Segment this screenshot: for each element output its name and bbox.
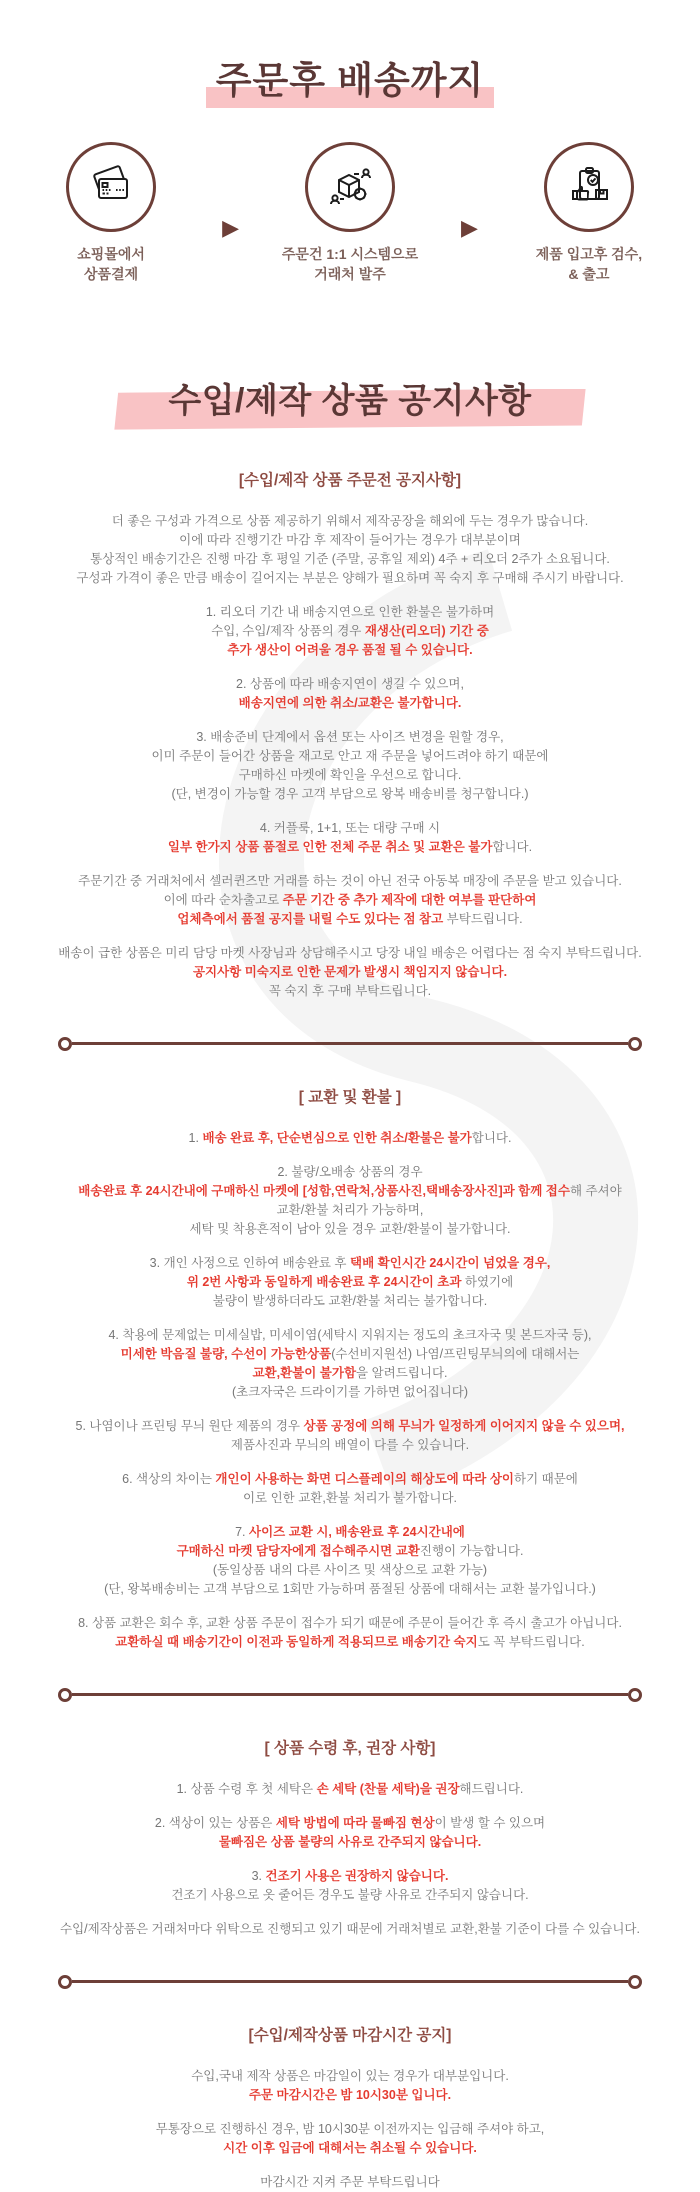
alert-text: 주문 기간 중 추가 제작에 대한 여부를 판단하여 — [282, 892, 537, 907]
text-line — [22, 982, 678, 1001]
text-line — [22, 1220, 678, 1239]
body-text: 을 알려드립니다. — [356, 1365, 448, 1380]
text-line — [22, 512, 678, 531]
alert-text: 교환,환불이 불가함 — [252, 1365, 357, 1380]
text-line — [22, 622, 678, 641]
body-text: 해 주셔야 — [569, 1183, 622, 1198]
text-line — [22, 2067, 678, 2086]
alert-text: 상품 공정에 의해 무늬가 일정하게 이어지지 않을 수 있으며, — [303, 1418, 625, 1433]
text-line — [22, 1542, 678, 1561]
step-circle — [544, 142, 634, 232]
step-circle — [66, 142, 156, 232]
arrow-right-icon: ▶ — [461, 215, 478, 241]
paragraph — [22, 1614, 678, 1652]
alert-text: 사이즈 교환 시, 배송완료 후 24시간내에 — [249, 1524, 465, 1539]
body-text: 더 좋은 구성과 가격으로 상품 제공하기 위해서 제작공장을 해외에 두는 경우가 많습니다. — [111, 513, 589, 528]
body-text: 이 발생 할 수 있으며 — [434, 1815, 546, 1830]
body-text: 5. 나염이나 프린팅 무늬 원단 제품의 경우 — [75, 1418, 304, 1433]
paragraph — [22, 2173, 678, 2192]
body-text: 합니다. — [471, 1130, 512, 1145]
alert-text: 배송완료 후 24시간내에 구매하신 마켓에 [성함,연락처,상품사진,택배송장사진]과 함께 접수 — [78, 1183, 570, 1198]
text-line — [22, 603, 678, 622]
body-text: 2. 불량/오배송 상품의 경우 — [277, 1164, 423, 1179]
body-text: (단, 왕복배송비는 고객 부담으로 1회만 가능하며 품절된 상품에 대해서는 교환 불가입니다.) — [104, 1581, 596, 1596]
step-payment — [26, 142, 196, 285]
page-title: 주문후 배송까지 — [206, 50, 494, 108]
paragraph — [22, 819, 678, 857]
text-line — [22, 1417, 678, 1436]
alert-text: 재생산(리오더) 기간 중 — [364, 623, 489, 638]
divider-line — [72, 1980, 628, 1983]
text-line — [22, 675, 678, 694]
alert-text: 위 2번 사항과 동일하게 배송완료 후 24시간이 초과 — [186, 1274, 462, 1289]
notice-sections — [0, 468, 700, 2192]
section-divider — [58, 1037, 642, 1051]
card-payment-icon — [87, 163, 135, 211]
body-text: 제품사진과 무늬의 배열이 다를 수 있습니다. — [230, 1437, 470, 1452]
text-line — [22, 766, 678, 785]
text-line — [22, 1292, 678, 1311]
section-heading: [수입/제작 상품 주문전 공지사항] — [238, 471, 462, 489]
body-text: 2. 색상이 있는 상품은 — [154, 1815, 276, 1830]
divider-end-ring — [58, 1688, 72, 1702]
paragraph — [22, 1326, 678, 1402]
body-text: 건조기 사용으로 옷 줄어든 경우도 불량 사유로 간주되지 않습니다. — [171, 1887, 529, 1902]
paragraph — [22, 1470, 678, 1508]
body-text: 수입,국내 제작 상품은 마감일이 있는 경우가 대부분입니다. — [191, 2068, 509, 2083]
process-steps — [0, 142, 700, 285]
text-line — [22, 785, 678, 804]
text-line — [22, 1523, 678, 1542]
body-text: 3. 개인 사정으로 인하여 배송완료 후 — [149, 1255, 350, 1270]
body-text: 4. 착용에 문제없는 미세실밥, 미세이염(세탁시 지워지는 정도의 초크자국 및 본드자국 등), — [108, 1327, 592, 1342]
alert-text: 공지사항 미숙지로 인한 문제가 발생시 책임지지 않습니다. — [192, 964, 508, 979]
alert-text: 미세한 박음질 불량, 수선이 가능한상품 — [120, 1346, 332, 1361]
paragraph — [22, 1780, 678, 1799]
alert-text: 업체측에서 품절 공지를 내릴 수도 있다는 점 참고 — [177, 911, 444, 926]
section-divider — [58, 1688, 642, 1702]
body-text: 3. — [251, 1868, 266, 1883]
alert-text: 시간 이후 입금에 대해서는 취소될 수 있습니다. — [223, 2140, 477, 2155]
body-text: 부탁드립니다. — [443, 911, 523, 926]
text-line — [22, 1633, 678, 1652]
text-line — [22, 963, 678, 982]
alert-text: 추가 생산이 어려울 경우 품절 될 수 있습니다. — [227, 642, 473, 657]
divider-end-ring — [628, 1037, 642, 1051]
body-text: 이에 따라 진행기간 마감 후 제작이 들어가는 경우가 대부분이며 — [179, 532, 521, 547]
text-line — [22, 1580, 678, 1599]
divider-end-ring — [58, 1975, 72, 1989]
section-divider — [58, 1975, 642, 1989]
body-text: (초크자국은 드라이기를 가하면 없어집니다) — [231, 1384, 469, 1399]
body-text: 교환/환불 처리가 가능하며, — [276, 1202, 424, 1217]
divider-end-ring — [628, 1975, 642, 1989]
body-text: 8. 상품 교환은 회수 후, 교환 상품 주문이 접수가 되기 때문에 주문이 들어간 후 즉시 출고가 아닙니다. — [78, 1615, 622, 1630]
body-text: 배송이 급한 상품은 미리 담당 마켓 사장님과 상담해주시고 당장 내일 배송은 어렵다는 점 숙지 부탁드립니다. — [58, 945, 642, 960]
body-text: (동일상품 내의 다른 사이즈 및 색상으로 교환 가능) — [212, 1562, 488, 1577]
body-text: 마감시간 지켜 주문 부탁드립니다 — [260, 2174, 440, 2189]
text-line — [22, 641, 678, 660]
body-text: 1. 상품 수령 후 첫 세탁은 — [176, 1781, 317, 1796]
text-line — [22, 550, 678, 569]
body-text: 구성과 가격이 좋은 만큼 배송이 길어지는 부분은 양해가 필요하며 꼭 숙지 후 구매해 주시기 바랍니다. — [76, 570, 624, 585]
alert-text: 세탁 방법에 따라 물빠짐 현상 — [275, 1815, 435, 1830]
body-text: 1. — [188, 1130, 203, 1145]
text-line — [22, 1182, 678, 1201]
text-line — [22, 531, 678, 550]
arrow-right-icon: ▶ — [222, 215, 239, 241]
paragraph — [22, 872, 678, 929]
paragraph — [22, 2120, 678, 2158]
text-line — [22, 569, 678, 588]
body-text: 3. 배송준비 단계에서 옵션 또는 사이즈 변경을 원할 경우, — [196, 729, 504, 744]
text-line — [22, 1326, 678, 1345]
step-label: 쇼핑몰에서 상품결제 — [77, 246, 145, 283]
body-text: 하였기에 — [461, 1274, 514, 1289]
body-text: 이로 인한 교환,환불 처리가 불가합니다. — [242, 1490, 458, 1505]
paragraph — [22, 1867, 678, 1905]
paragraph — [22, 512, 678, 588]
text-line — [22, 1273, 678, 1292]
paragraph — [22, 2067, 678, 2105]
body-text: 이에 따라 순차출고로 — [163, 892, 283, 907]
body-text: 무통장으로 진행하신 경우, 밤 10시30분 이전까지는 입금해 주셔야 하고, — [155, 2121, 545, 2136]
section-heading: [ 상품 수령 후, 권장 사항] — [264, 1739, 436, 1757]
text-line — [22, 1867, 678, 1886]
body-text: 이미 주문이 들어간 상품을 재고로 안고 재 주문을 넣어드려야 하기 때문에 — [151, 748, 549, 763]
paragraph — [22, 1417, 678, 1455]
text-line — [22, 2120, 678, 2139]
paragraph — [22, 728, 678, 804]
text-line — [22, 1780, 678, 1799]
divider-end-ring — [58, 1037, 72, 1051]
step-order-system — [265, 142, 435, 285]
text-line — [22, 1163, 678, 1182]
body-text: (수선비지원선) 나염/프린팅무늬의에 대해서는 — [331, 1346, 580, 1361]
divider-line — [72, 1693, 628, 1696]
body-text: 도 꼭 부탁드립니다. — [477, 1634, 585, 1649]
alert-text: 구매하신 마켓 담당자에게 접수해주시면 교환 — [176, 1543, 420, 1558]
text-line — [22, 2173, 678, 2192]
text-line — [22, 1129, 678, 1148]
body-text: 합니다. — [492, 839, 533, 854]
text-line — [22, 838, 678, 857]
body-text: 6. 색상의 차이는 — [122, 1471, 216, 1486]
body-text: 수입/제작상품은 거래처마다 위탁으로 진행되고 있기 때문에 거래처별로 교환,환불 기준이 다를 수 있습니다. — [60, 1921, 640, 1936]
body-text: (단, 변경이 가능할 경우 고객 부담으로 왕복 배송비를 청구합니다.) — [171, 786, 529, 801]
body-text: 수입, 수입/제작 상품의 경우 — [211, 623, 365, 638]
body-text: 주문기간 중 거래처에서 셀러퀸즈만 거래를 하는 것이 아닌 전국 아동복 매장에 주문을 받고 있습니다. — [78, 873, 622, 888]
step-circle — [305, 142, 395, 232]
text-line — [22, 1436, 678, 1455]
paragraph — [22, 675, 678, 713]
step-label: 주문건 1:1 시스템으로 거래처 발주 — [281, 246, 419, 283]
text-line — [22, 1886, 678, 1905]
step-inspection — [504, 142, 674, 285]
paragraph — [22, 944, 678, 1001]
alert-text: 택배 확인시간 24시간이 넘었을 경우, — [350, 1255, 551, 1270]
section-heading: [ 교환 및 환불 ] — [298, 1088, 402, 1106]
body-text: 불량이 발생하더라도 교환/환불 처리는 불가합니다. — [212, 1293, 488, 1308]
text-line — [22, 1920, 678, 1939]
body-text: 통상적인 배송기간은 진행 마감 후 평일 기준 (주말, 공휴일 제외) 4주 + 리오더 2주가 소요됩니다. — [90, 551, 610, 566]
paragraph — [22, 1814, 678, 1852]
alert-text: 주문 마감시간은 밤 10시30분 입니다. — [248, 2087, 452, 2102]
paragraph — [22, 1523, 678, 1599]
alert-text: 건조기 사용은 권장하지 않습니다. — [265, 1868, 449, 1883]
alert-text: 교환하실 때 배송기간이 이전과 동일하게 적용되므로 배송기간 숙지 — [115, 1634, 478, 1649]
order-system-icon — [326, 163, 374, 211]
alert-text: 손 세탁 (찬물 세탁)을 권장 — [316, 1781, 460, 1796]
body-text: 구매하신 마켓에 확인을 우선으로 합니다. — [238, 767, 462, 782]
text-line — [22, 728, 678, 747]
paragraph — [22, 1163, 678, 1239]
body-text: 4. 커플룩, 1+1, 또는 대량 구매 시 — [259, 820, 441, 835]
body-text: 하기 때문에 — [514, 1471, 578, 1486]
paragraph — [22, 1920, 678, 1939]
alert-text: 개인이 사용하는 화면 디스플레이의 해상도에 따라 상이 — [215, 1471, 514, 1486]
text-line — [22, 1833, 678, 1852]
alert-text: 배송지연에 의한 취소/교환은 불가합니다. — [238, 695, 462, 710]
body-text: 세탁 및 착용흔적이 남아 있을 경우 교환/환불이 불가합니다. — [189, 1221, 511, 1236]
paragraph — [22, 1129, 678, 1148]
text-line — [22, 694, 678, 713]
text-line — [22, 910, 678, 929]
body-text: 1. 리오더 기간 내 배송지연으로 인한 환불은 불가하며 — [205, 604, 495, 619]
text-line — [22, 1383, 678, 1402]
text-line — [22, 944, 678, 963]
text-line — [22, 891, 678, 910]
section-heading: [수입/제작상품 마감시간 공지] — [248, 2026, 452, 2044]
text-line — [22, 872, 678, 891]
body-text: 꼭 숙지 후 구매 부탁드립니다. — [268, 983, 432, 998]
text-line — [22, 2139, 678, 2158]
divider-end-ring — [628, 1688, 642, 1702]
text-line — [22, 747, 678, 766]
body-text: 2. 상품에 따라 배송지연이 생길 수 있으며, — [236, 676, 464, 691]
body-text: 진행이 가능합니다. — [419, 1543, 524, 1558]
text-line — [22, 1254, 678, 1273]
text-line — [22, 1561, 678, 1580]
paragraph — [22, 603, 678, 660]
text-line — [22, 1345, 678, 1364]
text-line — [22, 819, 678, 838]
step-label: 제품 입고후 검수, & 출고 — [535, 246, 643, 283]
text-line — [22, 1470, 678, 1489]
text-line — [22, 1614, 678, 1633]
text-line — [22, 1489, 678, 1508]
text-line — [22, 1364, 678, 1383]
alert-text: 배송 완료 후, 단순변심으로 인한 취소/환불은 불가 — [202, 1130, 472, 1145]
divider-line — [72, 1042, 628, 1045]
body-text: 해드립니다. — [459, 1781, 524, 1796]
alert-text: 일부 한가지 상품 품절로 인한 전체 주문 취소 및 교환은 불가 — [167, 839, 493, 854]
text-line — [22, 1814, 678, 1833]
body-text: 7. — [235, 1524, 250, 1539]
alert-text: 물빠짐은 상품 불량의 사유로 간주되지 않습니다. — [218, 1834, 482, 1849]
text-line — [22, 1201, 678, 1220]
paragraph — [22, 1254, 678, 1311]
notice-title: 수입/제작 상품 공지사항 — [160, 373, 539, 422]
text-line — [22, 2086, 678, 2105]
inspect-ship-icon — [565, 163, 613, 211]
